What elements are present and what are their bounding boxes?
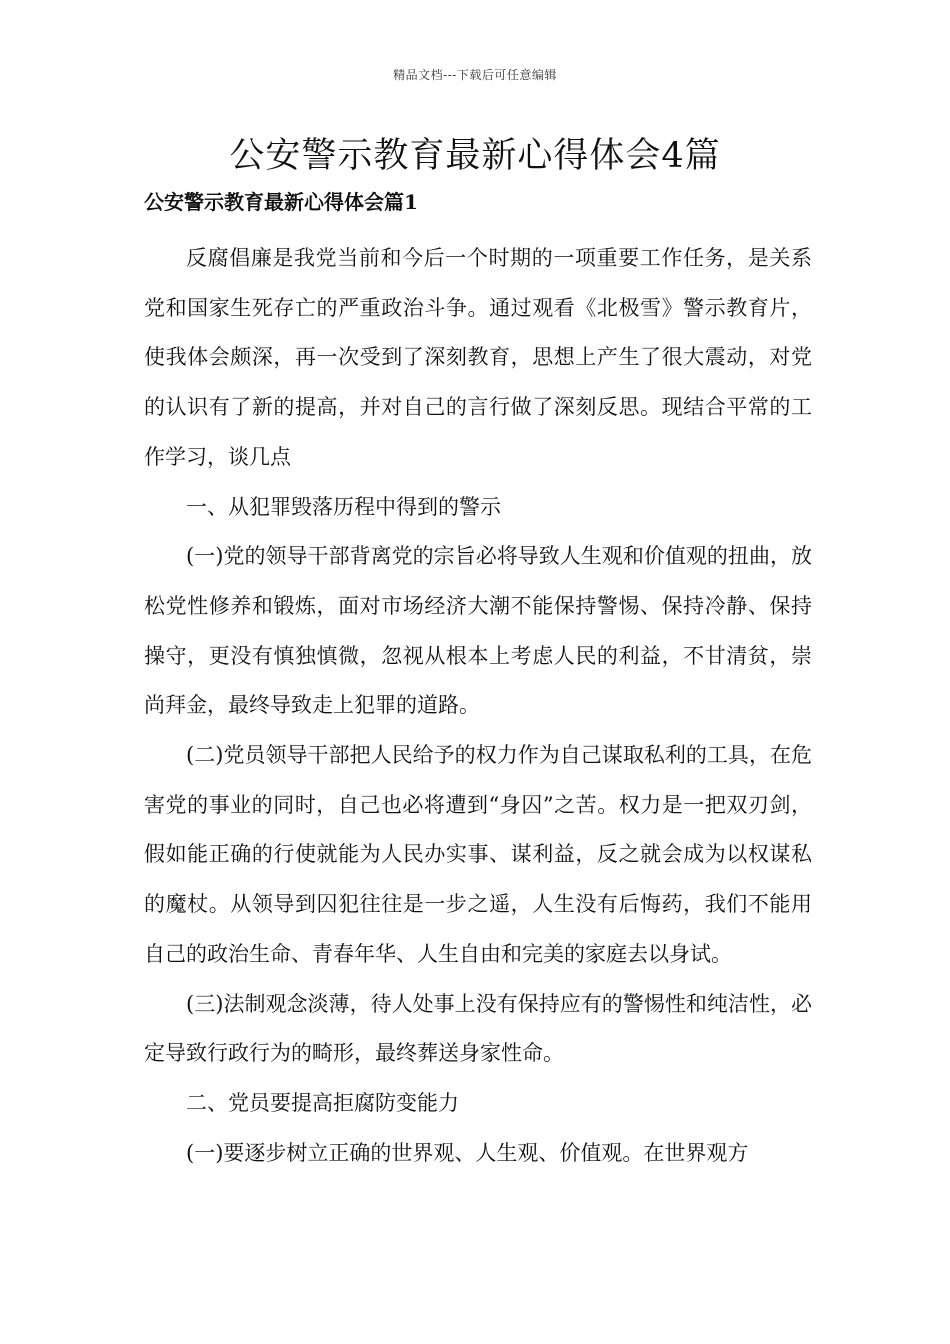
- document-body: [144, 234, 812, 1178]
- heading-part-one: 一、从犯罪毁落历程中得到的警示: [186, 494, 501, 519]
- paragraph-point-2: (二)党员领导干部把人民给予的权力作为自己谋取私利的工具，在危害党的事业的同时，自己也必将遭到“身囚”之苦。权力是一把双刃剑，假如能正确的行使就能为人民办实事、谋利益，反之就会成为以权谋私的魔杖。从领导到囚犯往往是一步之遥，人生没有后悔药，我们不能用自己的政治生命、青春年华、人生自由和完美的家庭去以身试。: [144, 743, 812, 966]
- paragraph-point-3: (三)法制观念淡薄，待人处事上没有保持应有的警惕性和纯洁性，必定导致行政行为的畸形，最终葬送身家性命。: [144, 991, 812, 1066]
- heading-part-two: 二、党员要提高拒腐防变能力: [186, 1090, 459, 1115]
- paragraph-part-two-point-1: (一)要逐步树立正确的世界观、人生观、价值观。在世界观方: [186, 1140, 749, 1165]
- header-note: 精品文档---下载后可任意编辑: [393, 68, 557, 82]
- paragraph-point-1: (一)党的领导干部背离党的宗旨必将导致人生观和价值观的扭曲，放松党性修养和锻炼，面对市场经济大潮不能保持警惕、保持冷静、保持操守，更没有慎独慎微，忽视从根本上考虑人民的利益，不甘清贫，崇尚拜金，最终导致走上犯罪的道路。: [144, 544, 812, 718]
- section-title: 公安警示教育最新心得体会篇1: [144, 190, 418, 214]
- paragraph-intro: 反腐倡廉是我党当前和今后一个时期的一项重要工作任务，是关系党和国家生死存亡的严重政治斗争。通过观看《北极雪》警示教育片，使我体会颇深，再一次受到了深刻教育，思想上产生了很大震动，对党的认识有了新的提高，并对自己的言行做了深刻反思。现结合平常的工作学习，谈几点: [144, 246, 812, 469]
- document-title: 公安警示教育最新心得体会4篇: [229, 136, 721, 176]
